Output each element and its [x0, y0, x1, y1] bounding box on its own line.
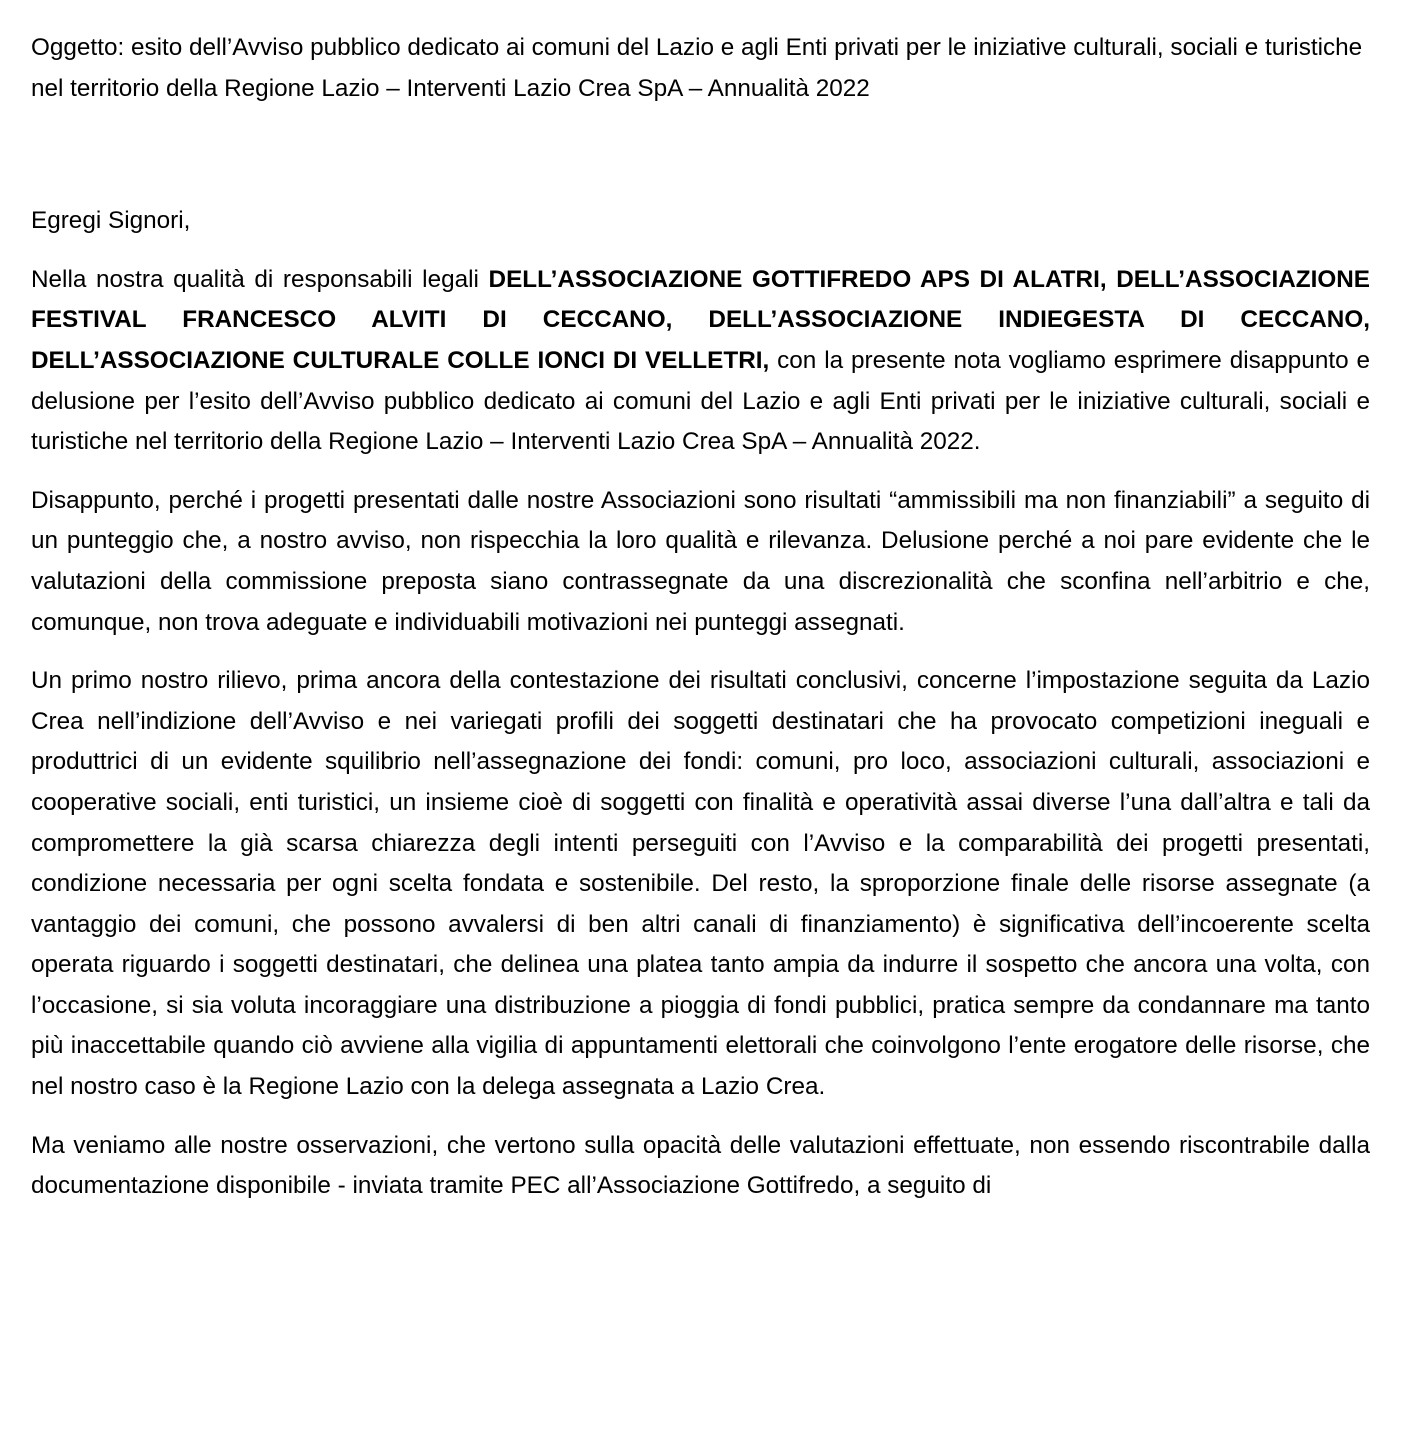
letter-greeting: Egregi Signori,: [31, 207, 191, 235]
paragraph-intro-lead: Nella nostra qualità di responsabili legali: [31, 265, 489, 293]
associations-names: DELL’ASSOCIAZIONE GOTTIFREDO APS DI ALATRI, DELL’ASSOCIAZIONE FESTIVAL FRANCESCO ALVITI DI CECCANO, DELL’ASSOCIAZIONE INDIEGESTA DI CECCANO, DELL’ASSOCIAZIONE CULTURALE COLLE IONCI DI VELLETRI,: [31, 265, 1370, 374]
paragraph-intro: [31, 260, 1370, 463]
paragraph-intro-rest: con la presente nota vogliamo esprimere disappunto e delusione per l’esito dell’Avviso pubblico dedicato ai comuni del Lazio e agli Enti privati per le iniziative culturali, sociali e turistiche nel territorio della Regione Lazio – Interventi Lazio Crea SpA – Annualità 2022.: [31, 346, 1370, 456]
paragraph-observations: Ma veniamo alle nostre osservazioni, che vertono sulla opacità delle valutazioni effettuate, non essendo riscontrabile dalla documentazione disponibile - inviata tramite PEC all’Associazione Gottifredo, a seguito di: [31, 1131, 1370, 1200]
paragraph-first-remark: Un primo nostro rilievo, prima ancora della contestazione dei risultati conclusivi, concerne l’impostazione seguita da Lazio Crea nell’indizione dell’Avviso e nei variegati profili dei soggetti destinatari che ha provocato competizioni ineguali e produttrici di un evidente squilibrio nell’assegnazione dei fondi: comuni, pro loco, associazioni culturali, associazioni e cooperative sociali, enti turistici, un insieme cioè di soggetti con finalità e operatività assai diverse l’una dall’altra e tali da compromettere la già scarsa chiarezza degli intenti perseguiti con l’Avviso e la comparabilità dei progetti presentati, condizione necessaria per ogni scelta fondata e sostenibile. Del resto, la sproporzione finale delle risorse assegnate (a vantaggio dei comuni, che possono avvalersi di ben altri canali di finanziamento) è significativa dell’incoerente scelta operata riguardo i soggetti destinatari, che delinea una platea tanto ampia da indurre il sospetto che ancora una volta, con l’occasione, si sia voluta incoraggiare una distribuzione a pioggia di fondi pubblici, pratica sempre da condannare ma tanto più inaccettabile quando ciò avviene alla vigilia di appuntamenti elettorali che coinvolgono l’ente erogatore delle risorse, che nel nostro caso è la Regione Lazio con la delega assegnata a Lazio Crea.: [31, 667, 1370, 1101]
letter-subject: Oggetto: esito dell’Avviso pubblico dedicato ai comuni del Lazio e agli Enti privati per le iniziative culturali, sociali e turistiche nel territorio della Regione Lazio – Interventi Lazio Crea SpA – Annualità 2022: [31, 34, 1363, 102]
paragraph-disappointment: Disappunto, perché i progetti presentati dalle nostre Associazioni sono risultati “ammissibili ma non finanziabili” a seguito di un punteggio che, a nostro avviso, non rispecchia la loro qualità e rilevanza. Delusione perché a noi pare evidente che le valutazioni della commissione preposta siano contrassegnate da una discrezionalità che sconfina nell’arbitrio e che, comunque, non trova adeguate e individuabili motivazioni nei punteggi assegnati.: [31, 486, 1370, 636]
letter-page: [31, 28, 1370, 1207]
